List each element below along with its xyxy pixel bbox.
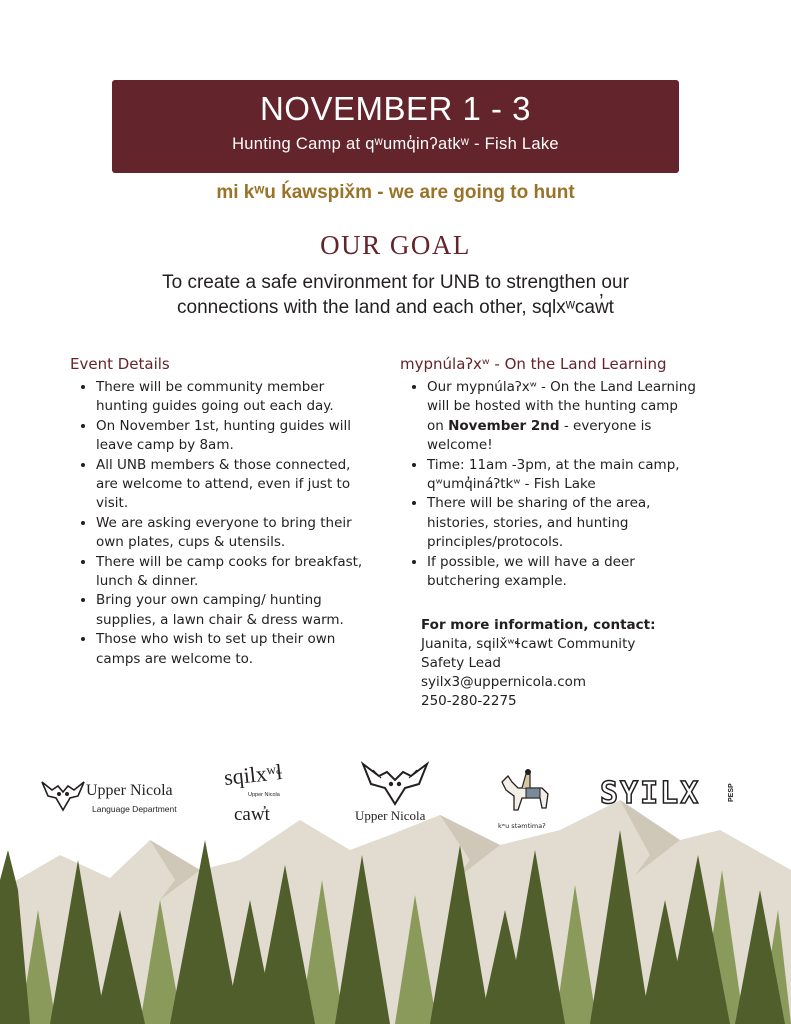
- list-item: • Time: 11am -3pm, at the main camp, qʷumq̓ináʔtkʷ - Fish Lake: [427, 456, 697, 495]
- contact-block: [421, 616, 701, 711]
- logo-caption: kʷu stəmtimaʔ: [498, 822, 546, 830]
- list-item: [427, 378, 697, 456]
- event-details-list: [74, 378, 364, 669]
- list-item: • Bring your own camping/ hunting supplies, a lawn chair & dress warm.: [96, 591, 364, 630]
- list-item: • We are asking everyone to bring their own plates, cups & utensils.: [96, 514, 364, 553]
- tagline: mi kʷu ḱawspix̌m - we are going to hunt: [216, 182, 575, 203]
- logo-name: Upper Nicola: [355, 808, 426, 823]
- list-item: • There will be community member hunting guides going out each day.: [96, 378, 364, 417]
- goal-line-2: connections with the land and each other, sqlxʷcaw̓t: [177, 297, 614, 318]
- logo-name: Upper Nicola: [86, 782, 173, 799]
- goal-line-1: To create a safe environment for UNB to strengthen our: [162, 272, 629, 293]
- banner-subtitle: Hunting Camp at qʷumq̓inʔatkʷ - Fish Lake: [232, 135, 559, 153]
- logo-subtitle: Upper Nicola: [248, 792, 280, 798]
- language-department-logo: [40, 774, 190, 818]
- land-learning-list: [405, 378, 697, 591]
- contact-line: Juanita, sqilx̌ʷɬcawt Community: [421, 636, 636, 652]
- owl-icon: [40, 776, 86, 812]
- list-item-text: - everyone is welcome!: [427, 417, 652, 454]
- eagle-icon: [361, 760, 429, 806]
- sqilxw-cawt-logo: [222, 760, 302, 830]
- syilx-logo: [600, 776, 750, 816]
- goal-heading: OUR GOAL: [320, 230, 471, 260]
- list-item: • There will be camp cooks for breakfast, lunch & dinner.: [96, 553, 364, 592]
- event-details-heading: Event Details: [70, 355, 170, 373]
- logo-word: caw̓t: [234, 804, 270, 825]
- list-item: • If possible, we will have a deer butchering example.: [427, 553, 697, 592]
- horse-rider-logo: [494, 768, 560, 834]
- list-item-emphasis: November 2nd: [448, 417, 560, 434]
- contact-email: syilx3@uppernicola.com: [421, 674, 587, 690]
- goal-text: [110, 270, 681, 320]
- contact-heading: For more information, contact:: [421, 617, 656, 633]
- contact-phone: 250-280-2275: [421, 693, 517, 709]
- logo-name: sqilxʷɬ: [222, 759, 284, 790]
- logo-subtitle: Language Department: [92, 804, 177, 814]
- banner-title: NOVEMBER 1 - 3: [259, 90, 532, 127]
- contact-line: Safety Lead: [421, 655, 501, 671]
- list-item: • There will be sharing of the area, histories, stories, and hunting principles/protocols.: [427, 494, 697, 552]
- horse-rider-icon: [496, 768, 556, 820]
- logo-name: SYILX: [600, 776, 701, 811]
- logo-side-text: PESP: [728, 783, 735, 802]
- upper-nicola-logo: [355, 760, 435, 826]
- list-item: • Those who wish to set up their own camps are welcome to.: [96, 630, 364, 669]
- list-item-text: Our mypnúlaʔxʷ - On the Land Learning will be hosted with the hunting camp on: [427, 379, 696, 434]
- list-item: • On November 1st, hunting guides will leave camp by 8am.: [96, 417, 364, 456]
- list-item: • All UNB members & those connected, are welcome to attend, even if just to visit.: [96, 456, 364, 514]
- land-learning-heading: mypnúlaʔxʷ - On the Land Learning: [400, 355, 667, 373]
- date-banner: [112, 80, 679, 173]
